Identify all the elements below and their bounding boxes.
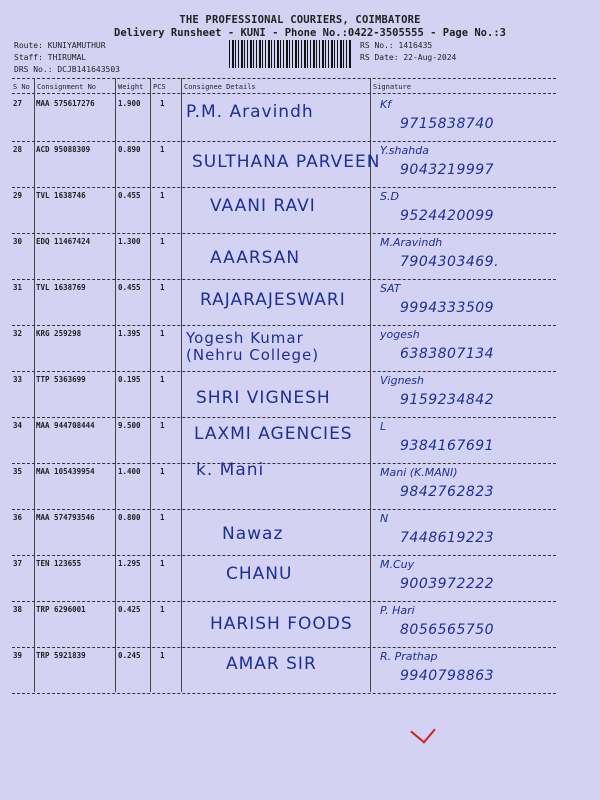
meta-left	[14, 40, 120, 76]
row-sno: 28	[13, 145, 23, 154]
weight-value: 0.195	[118, 375, 141, 384]
header-bottom-rule	[12, 93, 556, 94]
pieces-count: 1	[160, 421, 165, 430]
barcode	[229, 40, 351, 68]
pieces-count: 1	[160, 99, 165, 108]
row-sno: 38	[13, 605, 23, 614]
receiver-signature: Y.shahda	[380, 144, 429, 157]
drs-label: DRS No.: DCJB141643503	[14, 65, 120, 74]
weight-value: 1.295	[118, 559, 141, 568]
row-sno: 37	[13, 559, 23, 568]
pieces-count: 1	[160, 513, 165, 522]
receiver-phone: 7904303469.	[400, 254, 500, 270]
col-header-consignee: Consignee Details	[184, 83, 256, 91]
consignment-number: KRG 259298	[36, 329, 82, 338]
pieces-count: 1	[160, 651, 165, 660]
route-label: Route: KUNIYAMUTHUR	[14, 41, 106, 50]
col-header-consignment: Consignment No	[37, 83, 97, 91]
meta-right	[360, 40, 456, 64]
consignment-number: MAA 574793546	[36, 513, 95, 522]
pieces-count: 1	[160, 237, 165, 246]
receiver-phone: 9524420099	[400, 208, 495, 224]
weight-value: 1.400	[118, 467, 141, 476]
receiver-signature: R. Prathap	[380, 650, 438, 663]
consignment-number: EDQ 11467424	[36, 237, 91, 246]
col-header-weight: Weight	[118, 83, 144, 91]
row-sno: 35	[13, 467, 23, 476]
row-sno: 36	[13, 513, 23, 522]
staff-label: Staff: THIRUMAL	[14, 53, 87, 62]
consignee-name: LAXMI AGENCIES	[194, 424, 353, 444]
consignee-name: CHANU	[226, 564, 293, 584]
consignment-number: TVL 1638746	[36, 191, 86, 200]
receiver-signature: SAT	[380, 282, 401, 295]
consignment-number: ACD 95088309	[36, 145, 91, 154]
consignee-name: AMAR SIR	[226, 654, 317, 674]
consignment-number: TRP 5921839	[36, 651, 86, 660]
pieces-count: 1	[160, 329, 165, 338]
weight-value: 0.455	[118, 283, 141, 292]
weight-value: 1.395	[118, 329, 141, 338]
rs-date: RS Date: 22-Aug-2024	[360, 53, 457, 62]
receiver-signature: P. Hari	[380, 604, 415, 617]
weight-value: 0.455	[118, 191, 141, 200]
consignee-name: AAARSAN	[210, 248, 301, 268]
consignment-number: MAA 575617276	[36, 99, 95, 108]
pieces-count: 1	[160, 559, 165, 568]
receiver-phone: 6383807134	[400, 346, 495, 362]
row-sno: 34	[13, 421, 23, 430]
row-sno: 39	[13, 651, 23, 660]
row-sno: 29	[13, 191, 23, 200]
consignee-name: k. Mani	[196, 460, 265, 480]
receiver-phone: 7448619223	[400, 530, 495, 546]
row-sno: 27	[13, 99, 23, 108]
col-header-pcs: PCS	[153, 83, 166, 91]
consignee-name: VAANI RAVI	[210, 196, 316, 216]
pieces-count: 1	[160, 191, 165, 200]
weight-value: 9.500	[118, 421, 141, 430]
consignee-name: RAJARAJESWARI	[200, 290, 346, 310]
col-header-sno: S No	[13, 83, 30, 91]
receiver-phone: 9384167691	[400, 438, 495, 454]
consignee-name: P.M. Aravindh	[186, 102, 314, 122]
rs-number: RS No.: 1416435	[360, 41, 433, 50]
receiver-signature: Vignesh	[380, 374, 425, 387]
check-mark-icon	[410, 718, 435, 743]
row-sno: 32	[13, 329, 23, 338]
receiver-signature: N	[380, 512, 389, 525]
runsheet-title: Delivery Runsheet - KUNI - Phone No.:0422-3505555 - Page No.:3	[114, 27, 506, 39]
weight-value: 0.245	[118, 651, 141, 660]
receiver-signature: S.D	[380, 190, 399, 203]
col-header-signature: Signature	[373, 83, 411, 91]
header-top-rule	[12, 78, 556, 79]
pieces-count: 1	[160, 145, 165, 154]
consignee-name: Yogesh Kumar (Nehru College)	[186, 329, 320, 364]
receiver-phone: 9003972222	[400, 576, 495, 592]
receiver-phone: 9940798863	[400, 668, 495, 684]
receiver-phone: 8056565750	[400, 622, 495, 638]
weight-value: 0.425	[118, 605, 141, 614]
receiver-phone: 9994333509	[400, 300, 495, 316]
row-sno: 33	[13, 375, 23, 384]
weight-value: 1.900	[118, 99, 141, 108]
consignment-number: TVL 1638769	[36, 283, 86, 292]
consignee-name: SHRI VIGNESH	[196, 388, 331, 408]
consignment-number: TTP 5363699	[36, 375, 86, 384]
consignee-name: HARISH FOODS	[210, 614, 353, 634]
consignment-number: MAA 944708444	[36, 421, 95, 430]
receiver-signature: M.Cuy	[380, 558, 415, 571]
company-title: THE PROFESSIONAL COURIERS, COIMBATORE	[179, 14, 421, 26]
consignment-number: TEN 123655	[36, 559, 82, 568]
receiver-signature: M.Aravindh	[380, 236, 443, 249]
receiver-phone: 9043219997	[400, 162, 495, 178]
weight-value: 0.890	[118, 145, 141, 154]
pieces-count: 1	[160, 375, 165, 384]
consignment-number: TRP 6296001	[36, 605, 86, 614]
receiver-signature: Mani (K.MANI)	[380, 466, 458, 479]
row-divider	[12, 693, 556, 694]
receiver-signature: Kf	[380, 98, 392, 111]
receiver-signature: L	[380, 420, 387, 433]
consignee-name: Nawaz	[222, 524, 284, 544]
row-sno: 31	[13, 283, 23, 292]
receiver-signature: yogesh	[380, 328, 420, 341]
weight-value: 0.800	[118, 513, 141, 522]
consignment-number: MAA 105439954	[36, 467, 95, 476]
pieces-count: 1	[160, 283, 165, 292]
weight-value: 1.300	[118, 237, 141, 246]
row-sno: 30	[13, 237, 23, 246]
receiver-phone: 9159234842	[400, 392, 495, 408]
pieces-count: 1	[160, 467, 165, 476]
pieces-count: 1	[160, 605, 165, 614]
consignee-name: SULTHANA PARVEEN	[192, 152, 381, 172]
receiver-phone: 9842762823	[400, 484, 495, 500]
receiver-phone: 9715838740	[400, 116, 495, 132]
